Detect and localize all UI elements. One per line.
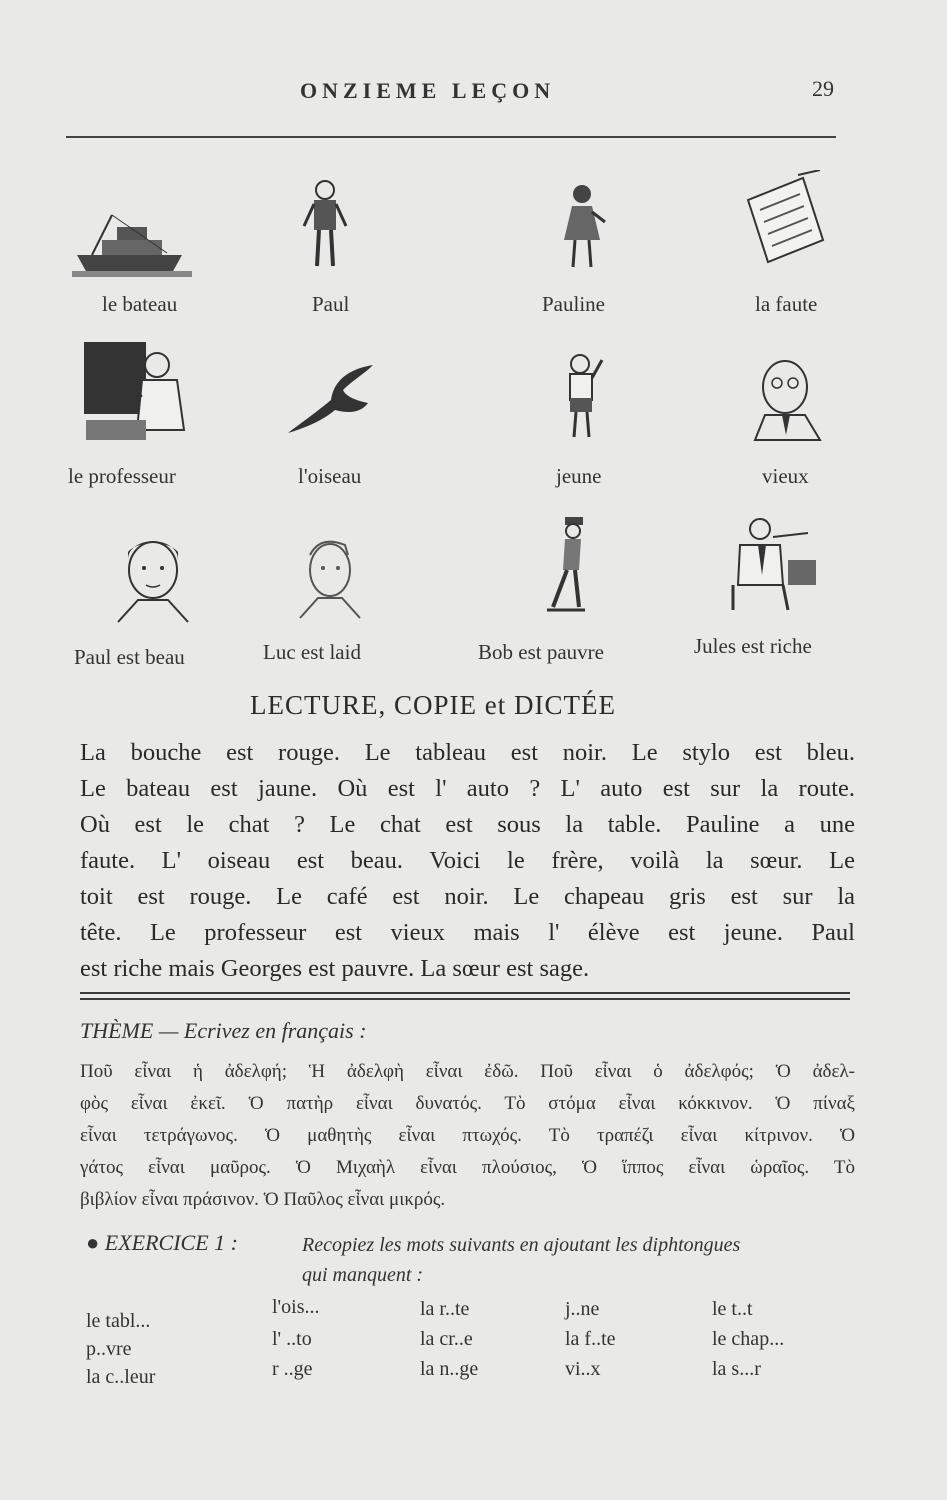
reading-line: Où est le chat ? Le chat est sous la table. Pauline a une xyxy=(80,811,855,838)
exercise-word: vi..x xyxy=(565,1358,601,1380)
caption-le-professeur: le professeur xyxy=(68,464,176,488)
section-divider-bottom xyxy=(80,998,850,1000)
reading-line: tête. Le professeur est vieux mais l' élève est jeune. Paul xyxy=(80,919,855,946)
section-divider-top xyxy=(80,992,850,994)
boy-icon xyxy=(300,178,350,273)
caption-vieux: vieux xyxy=(762,464,809,488)
instruction-line: qui manquent : xyxy=(302,1264,424,1286)
caption-jules-est-riche: Jules est riche xyxy=(694,634,812,658)
exercise-word: la cr..e xyxy=(420,1328,473,1350)
boat-icon xyxy=(72,205,192,280)
reading-line: La bouche est rouge. Le tableau est noir. Le stylo est bleu. xyxy=(80,739,855,766)
exercise-word: la n..ge xyxy=(420,1358,479,1380)
caption-bob-est-pauvre: Bob est pauvre xyxy=(478,640,604,664)
greek-line: φὸς εἶναι ἐκεῖ. Ὁ πατὴρ εἶναι δυνατός. Τὸ στόμα εἶναι κόκκινον. Ὁ πίναξ xyxy=(80,1093,855,1114)
greek-line: γάτος εἶναι μαῦρος. Ὁ Μιχαὴλ εἶναι πλούσιος, Ὁ ἵππος εἶναι ὡραῖος. Τὸ xyxy=(80,1157,855,1178)
caption-loiseau: l'oiseau xyxy=(298,464,362,488)
exercise-instruction xyxy=(302,1230,740,1290)
caption-paul: Paul xyxy=(312,292,350,316)
reading-line: Le bateau est jaune. Où est l' auto ? L' auto est sur la route. xyxy=(80,775,855,802)
notebook-icon xyxy=(738,170,828,265)
girl-icon xyxy=(555,182,610,272)
young-boy-icon xyxy=(558,352,608,442)
greek-line: Ποῦ εἶναι ἡ ἀδελφή; Ἡ ἀδελφὴ εἶναι ἐδῶ. Ποῦ εἶναι ὁ ἀδελφός; Ὁ ἀδελ- xyxy=(80,1061,855,1082)
old-man-icon xyxy=(750,355,825,443)
exercise-word: la f..te xyxy=(565,1328,616,1350)
caption-la-faute: la faute xyxy=(755,292,818,316)
bullet-icon: ● xyxy=(86,1230,100,1255)
theme-greek-text xyxy=(80,1056,855,1216)
greek-line: εἶναι τετράγωνος. Ὁ μαθητὴς εἶναι πτωχός. Τὸ τραπέζι εἶναι κίτρινον. Ὁ xyxy=(80,1125,855,1146)
reading-line: toit est rouge. Le café est noir. Le chapeau gris est sur la xyxy=(80,883,855,910)
caption-pauline: Pauline xyxy=(542,292,605,316)
exercise-word: p..vre xyxy=(86,1338,132,1360)
theme-heading: THÈME — Ecrivez en français : xyxy=(80,1018,367,1043)
page-number: 29 xyxy=(812,76,834,101)
header-rule xyxy=(66,136,836,138)
exercise-heading xyxy=(86,1230,238,1256)
caption-paul-est-beau: Paul est beau xyxy=(74,645,185,669)
exercise-word: j..ne xyxy=(565,1298,600,1320)
exercise-word: r ..ge xyxy=(272,1358,313,1380)
caption-le-bateau: le bateau xyxy=(102,292,178,316)
exercise-word: le chap... xyxy=(712,1328,785,1350)
reading-line: est riche mais Georges est pauvre. La sœur est sage. xyxy=(80,955,590,982)
bird-icon xyxy=(283,355,378,440)
exercise-word: l'ois... xyxy=(272,1296,320,1318)
teacher-icon xyxy=(82,340,194,445)
exercise-word: la c..leur xyxy=(86,1366,156,1388)
caption-jeune: jeune xyxy=(556,464,602,488)
lesson-title: ONZIEME LEÇON xyxy=(300,78,556,103)
caption-luc-est-laid: Luc est laid xyxy=(263,640,361,664)
greek-line: βιβλίον εἶναι πράσινον. Ὁ Παῦλος εἶναι μικρός. xyxy=(80,1189,446,1210)
reading-line: faute. L' oiseau est beau. Voici le frère, voilà la sœur. Le xyxy=(80,847,855,874)
instruction-line: Recopiez les mots suivants en ajoutant les diphtongues xyxy=(302,1234,741,1256)
ugly-boy-icon xyxy=(290,530,370,620)
handsome-boy-icon xyxy=(108,530,198,625)
exercise-word: l' ..to xyxy=(272,1328,312,1350)
exercise-word: la s...r xyxy=(712,1358,761,1380)
exercise-title: EXERCICE 1 : xyxy=(104,1230,238,1255)
poor-man-icon xyxy=(535,515,595,615)
rich-man-icon xyxy=(728,515,823,615)
exercise-word: le t..t xyxy=(712,1298,753,1320)
reading-text xyxy=(80,735,855,987)
reading-title: LECTURE, COPIE et DICTÉE xyxy=(250,690,616,720)
exercise-word: le tabl... xyxy=(86,1310,151,1332)
exercise-word: la r..te xyxy=(420,1298,470,1320)
